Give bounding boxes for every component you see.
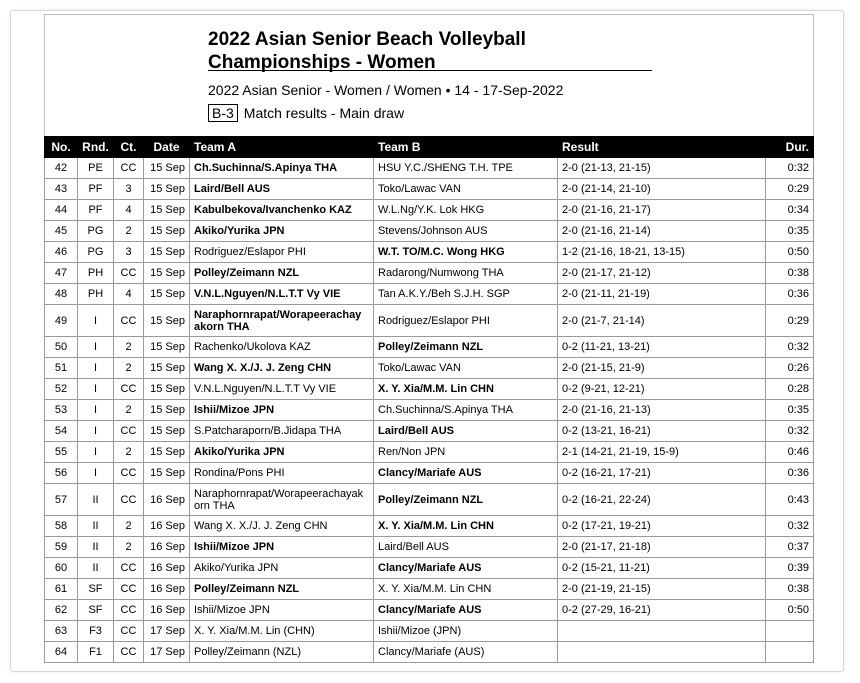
result-cell: 2-0 (21-13, 21-15)	[558, 158, 766, 179]
team-b-cell: Clancy/Mariafe AUS	[374, 558, 558, 579]
round-cell: I	[78, 421, 114, 442]
column-header-result: Result	[558, 137, 766, 158]
team-b-cell: Ch.Suchinna/S.Apinya THA	[374, 400, 558, 421]
court-cell: 2	[114, 337, 144, 358]
document-subtitle: 2022 Asian Senior - Women / Women • 14 - 17-Sep-2022	[208, 82, 564, 98]
court-cell: 4	[114, 284, 144, 305]
duration-cell	[766, 642, 814, 663]
team-b-cell: Toko/Lawac VAN	[374, 358, 558, 379]
duration-cell: 0:37	[766, 537, 814, 558]
court-cell: 3	[114, 179, 144, 200]
duration-cell: 0:29	[766, 305, 814, 337]
title-line-2: Championships - Women	[208, 52, 436, 73]
table-row	[45, 642, 814, 663]
match-number-cell: 54	[45, 421, 78, 442]
duration-cell: 0:50	[766, 242, 814, 263]
match-number-cell: 48	[45, 284, 78, 305]
date-cell: 16 Sep	[144, 600, 190, 621]
duration-cell: 0:39	[766, 558, 814, 579]
team-b-cell: Tan A.K.Y./Beh S.J.H. SGP	[374, 284, 558, 305]
court-cell: CC	[114, 421, 144, 442]
team-a-cell: Rodriguez/Eslapor PHI	[190, 242, 374, 263]
table-row	[45, 379, 814, 400]
table-row	[45, 200, 814, 221]
duration-cell	[766, 621, 814, 642]
duration-cell: 0:32	[766, 158, 814, 179]
duration-cell: 0:32	[766, 516, 814, 537]
court-cell: 2	[114, 358, 144, 379]
duration-cell: 0:26	[766, 358, 814, 379]
team-b-cell: Polley/Zeimann NZL	[374, 484, 558, 516]
match-number-cell: 60	[45, 558, 78, 579]
table-row	[45, 337, 814, 358]
column-header-team-b: Team B	[374, 137, 558, 158]
date-cell: 15 Sep	[144, 463, 190, 484]
result-cell: 2-0 (21-15, 21-9)	[558, 358, 766, 379]
team-a-cell: Polley/Zeimann (NZL)	[190, 642, 374, 663]
court-cell: 3	[114, 242, 144, 263]
team-b-cell: Stevens/Johnson AUS	[374, 221, 558, 242]
match-number-cell: 62	[45, 600, 78, 621]
duration-cell: 0:32	[766, 337, 814, 358]
court-cell: 2	[114, 221, 144, 242]
team-a-cell: V.N.L.Nguyen/N.L.T.T Vy VIE	[190, 284, 374, 305]
duration-cell: 0:38	[766, 263, 814, 284]
court-cell: CC	[114, 484, 144, 516]
court-cell: 4	[114, 200, 144, 221]
table-row	[45, 221, 814, 242]
round-cell: I	[78, 379, 114, 400]
team-b-cell: Clancy/Mariafe AUS	[374, 463, 558, 484]
team-a-cell: Naraphornrapat/Worapeerachay akorn THA	[190, 305, 374, 337]
duration-cell: 0:36	[766, 284, 814, 305]
team-b-cell: Toko/Lawac VAN	[374, 179, 558, 200]
round-cell: I	[78, 337, 114, 358]
table-row	[45, 158, 814, 179]
team-a-cell: Wang X. X./J. J. Zeng CHN	[190, 516, 374, 537]
result-cell: 2-0 (21-17, 21-12)	[558, 263, 766, 284]
match-number-cell: 55	[45, 442, 78, 463]
date-cell: 16 Sep	[144, 579, 190, 600]
match-number-cell: 56	[45, 463, 78, 484]
court-cell: CC	[114, 305, 144, 337]
match-number-cell: 42	[45, 158, 78, 179]
round-cell: I	[78, 358, 114, 379]
result-cell: 2-0 (21-7, 21-14)	[558, 305, 766, 337]
table-row	[45, 263, 814, 284]
team-b-cell: Laird/Bell AUS	[374, 537, 558, 558]
duration-cell: 0:28	[766, 379, 814, 400]
match-number-cell: 64	[45, 642, 78, 663]
date-cell: 15 Sep	[144, 179, 190, 200]
team-b-cell: HSU Y.C./SHENG T.H. TPE	[374, 158, 558, 179]
duration-cell: 0:43	[766, 484, 814, 516]
column-header-court: Ct.	[114, 137, 144, 158]
table-row	[45, 358, 814, 379]
team-b-cell: W.T. TO/M.C. Wong HKG	[374, 242, 558, 263]
team-a-cell: S.Patcharaporn/B.Jidapa THA	[190, 421, 374, 442]
team-a-cell: Polley/Zeimann NZL	[190, 579, 374, 600]
date-cell: 16 Sep	[144, 516, 190, 537]
result-cell: 0-2 (27-29, 16-21)	[558, 600, 766, 621]
round-cell: PH	[78, 284, 114, 305]
duration-cell: 0:29	[766, 179, 814, 200]
court-cell: CC	[114, 379, 144, 400]
table-row	[45, 442, 814, 463]
date-cell: 15 Sep	[144, 358, 190, 379]
duration-cell: 0:38	[766, 579, 814, 600]
table-row	[45, 484, 814, 516]
round-cell: F3	[78, 621, 114, 642]
result-cell: 2-0 (21-14, 21-10)	[558, 179, 766, 200]
duration-cell: 0:36	[766, 463, 814, 484]
column-header-round: Rnd.	[78, 137, 114, 158]
result-cell: 0-2 (9-21, 12-21)	[558, 379, 766, 400]
team-a-cell: Ishii/Mizoe JPN	[190, 537, 374, 558]
table-row	[45, 600, 814, 621]
court-cell: CC	[114, 642, 144, 663]
duration-cell: 0:50	[766, 600, 814, 621]
table-row	[45, 579, 814, 600]
round-cell: PG	[78, 242, 114, 263]
match-number-cell: 49	[45, 305, 78, 337]
result-cell: 0-2 (17-21, 19-21)	[558, 516, 766, 537]
table-row	[45, 537, 814, 558]
result-cell: 0-2 (15-21, 11-21)	[558, 558, 766, 579]
match-number-cell: 47	[45, 263, 78, 284]
team-b-cell: Ren/Non JPN	[374, 442, 558, 463]
round-cell: I	[78, 442, 114, 463]
duration-cell: 0:34	[766, 200, 814, 221]
table-row	[45, 400, 814, 421]
table-body	[45, 158, 814, 663]
team-a-cell: Ch.Suchinna/S.Apinya THA	[190, 158, 374, 179]
column-header-duration: Dur.	[766, 137, 814, 158]
result-cell	[558, 621, 766, 642]
date-cell: 15 Sep	[144, 158, 190, 179]
table-row	[45, 421, 814, 442]
team-a-cell: Akiko/Yurika JPN	[190, 221, 374, 242]
team-a-cell: Kabulbekova/Ivanchenko KAZ	[190, 200, 374, 221]
team-b-cell: X. Y. Xia/M.M. Lin CHN	[374, 379, 558, 400]
round-cell: II	[78, 558, 114, 579]
column-header-no: No.	[45, 137, 78, 158]
column-header-date: Date	[144, 137, 190, 158]
team-a-cell: Polley/Zeimann NZL	[190, 263, 374, 284]
match-results-table	[44, 136, 814, 663]
table-row	[45, 463, 814, 484]
match-number-cell: 44	[45, 200, 78, 221]
round-cell: F1	[78, 642, 114, 663]
date-cell: 16 Sep	[144, 558, 190, 579]
team-a-cell: Ishii/Mizoe JPN	[190, 400, 374, 421]
round-cell: I	[78, 463, 114, 484]
team-b-cell: X. Y. Xia/M.M. Lin CHN	[374, 579, 558, 600]
round-cell: PG	[78, 221, 114, 242]
team-a-cell: Rondina/Pons PHI	[190, 463, 374, 484]
round-cell: SF	[78, 579, 114, 600]
team-a-cell: Naraphornrapat/Worapeerachayak orn THA	[190, 484, 374, 516]
result-cell: 0-2 (16-21, 17-21)	[558, 463, 766, 484]
title-underline	[208, 70, 652, 71]
date-cell: 16 Sep	[144, 484, 190, 516]
team-a-cell: Laird/Bell AUS	[190, 179, 374, 200]
court-cell: CC	[114, 600, 144, 621]
table-row	[45, 284, 814, 305]
round-cell: II	[78, 516, 114, 537]
court-cell: CC	[114, 463, 144, 484]
result-cell: 1-2 (21-16, 18-21, 13-15)	[558, 242, 766, 263]
result-cell: 0-2 (11-21, 13-21)	[558, 337, 766, 358]
court-cell: 2	[114, 516, 144, 537]
team-a-cell: Ishii/Mizoe JPN	[190, 600, 374, 621]
team-b-cell: X. Y. Xia/M.M. Lin CHN	[374, 516, 558, 537]
date-cell: 15 Sep	[144, 400, 190, 421]
result-cell: 0-2 (16-21, 22-24)	[558, 484, 766, 516]
date-cell: 15 Sep	[144, 442, 190, 463]
section-title: Match results - Main draw	[243, 105, 405, 121]
date-cell: 15 Sep	[144, 263, 190, 284]
round-cell: PF	[78, 179, 114, 200]
date-cell: 15 Sep	[144, 284, 190, 305]
match-number-cell: 52	[45, 379, 78, 400]
result-cell: 0-2 (13-21, 16-21)	[558, 421, 766, 442]
duration-cell: 0:35	[766, 400, 814, 421]
team-a-cell: V.N.L.Nguyen/N.L.T.T Vy VIE	[190, 379, 374, 400]
team-a-cell: Wang X. X./J. J. Zeng CHN	[190, 358, 374, 379]
date-cell: 15 Sep	[144, 305, 190, 337]
team-a-cell: Akiko/Yurika JPN	[190, 442, 374, 463]
result-cell: 2-0 (21-16, 21-13)	[558, 400, 766, 421]
round-cell: II	[78, 484, 114, 516]
team-b-cell: Clancy/Mariafe AUS	[374, 600, 558, 621]
section-code: B-3	[208, 104, 238, 122]
team-b-cell: Rodriguez/Eslapor PHI	[374, 305, 558, 337]
match-number-cell: 57	[45, 484, 78, 516]
result-cell: 2-0 (21-11, 21-19)	[558, 284, 766, 305]
court-cell: 2	[114, 537, 144, 558]
match-number-cell: 59	[45, 537, 78, 558]
round-cell: I	[78, 400, 114, 421]
match-number-cell: 50	[45, 337, 78, 358]
date-cell: 16 Sep	[144, 537, 190, 558]
team-b-cell: Radarong/Numwong THA	[374, 263, 558, 284]
result-cell: 2-1 (14-21, 21-19, 15-9)	[558, 442, 766, 463]
match-number-cell: 63	[45, 621, 78, 642]
court-cell: CC	[114, 579, 144, 600]
round-cell: PH	[78, 263, 114, 284]
document-title	[208, 28, 628, 74]
table-row	[45, 242, 814, 263]
date-cell: 15 Sep	[144, 421, 190, 442]
date-cell: 17 Sep	[144, 642, 190, 663]
duration-cell: 0:32	[766, 421, 814, 442]
match-number-cell: 43	[45, 179, 78, 200]
team-b-cell: W.L.Ng/Y.K. Lok HKG	[374, 200, 558, 221]
table-row	[45, 516, 814, 537]
match-number-cell: 51	[45, 358, 78, 379]
table-row	[45, 621, 814, 642]
team-b-cell: Laird/Bell AUS	[374, 421, 558, 442]
result-cell: 2-0 (21-19, 21-15)	[558, 579, 766, 600]
team-b-cell: Ishii/Mizoe (JPN)	[374, 621, 558, 642]
match-number-cell: 58	[45, 516, 78, 537]
match-number-cell: 61	[45, 579, 78, 600]
result-cell: 2-0 (21-16, 21-14)	[558, 221, 766, 242]
round-cell: II	[78, 537, 114, 558]
table-row	[45, 179, 814, 200]
court-cell: CC	[114, 263, 144, 284]
court-cell: 2	[114, 442, 144, 463]
team-b-cell: Clancy/Mariafe (AUS)	[374, 642, 558, 663]
team-a-cell: X. Y. Xia/M.M. Lin (CHN)	[190, 621, 374, 642]
table-row	[45, 305, 814, 337]
match-number-cell: 45	[45, 221, 78, 242]
date-cell: 15 Sep	[144, 200, 190, 221]
duration-cell: 0:35	[766, 221, 814, 242]
court-cell: CC	[114, 558, 144, 579]
column-header-team-a: Team A	[190, 137, 374, 158]
round-cell: I	[78, 305, 114, 337]
date-cell: 17 Sep	[144, 621, 190, 642]
date-cell: 15 Sep	[144, 221, 190, 242]
court-cell: CC	[114, 158, 144, 179]
match-number-cell: 46	[45, 242, 78, 263]
table-header-row	[45, 137, 814, 158]
team-a-cell: Akiko/Yurika JPN	[190, 558, 374, 579]
court-cell: 2	[114, 400, 144, 421]
date-cell: 15 Sep	[144, 379, 190, 400]
round-cell: SF	[78, 600, 114, 621]
date-cell: 15 Sep	[144, 242, 190, 263]
date-cell: 15 Sep	[144, 337, 190, 358]
result-cell	[558, 642, 766, 663]
round-cell: PE	[78, 158, 114, 179]
result-cell: 2-0 (21-17, 21-18)	[558, 537, 766, 558]
duration-cell: 0:46	[766, 442, 814, 463]
match-number-cell: 53	[45, 400, 78, 421]
team-a-cell: Rachenko/Ukolova KAZ	[190, 337, 374, 358]
court-cell: CC	[114, 621, 144, 642]
round-cell: PF	[78, 200, 114, 221]
table-row	[45, 558, 814, 579]
section-line	[208, 104, 404, 122]
team-b-cell: Polley/Zeimann NZL	[374, 337, 558, 358]
title-line-1: 2022 Asian Senior Beach Volleyball	[208, 29, 526, 50]
result-cell: 2-0 (21-16, 21-17)	[558, 200, 766, 221]
